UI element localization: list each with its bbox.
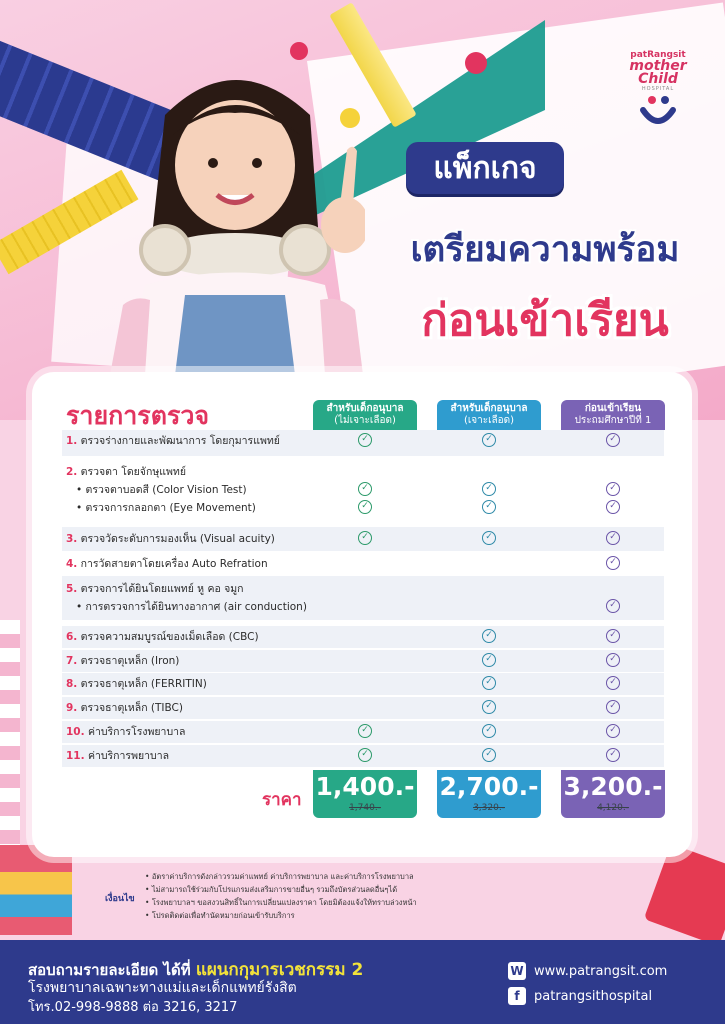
check-icon: ✓ <box>358 500 372 514</box>
footer-facebook[interactable] <box>508 987 652 1005</box>
check-icon: ✓ <box>606 500 620 514</box>
table-row <box>62 675 664 692</box>
footer-department: แผนกกุมารเวชกรรม 2 <box>195 960 364 980</box>
check-icon: ✓ <box>482 433 496 447</box>
check-icon: ✓ <box>606 433 620 447</box>
check-icon: ✓ <box>606 556 620 570</box>
check-icon: ✓ <box>358 482 372 496</box>
check-icon: ✓ <box>358 433 372 447</box>
row-label: ตรวจร่างกายและพัฒนาการ โดยกุมารแพทย์ <box>80 435 280 447</box>
child-photo <box>105 55 365 375</box>
footer-hospital-name: โรงพยาบาลเฉพาะทางแม่และเด็กแพทย์รังสิต <box>28 980 297 996</box>
row-label: ตรวจวัดระดับการมองเห็น (Visual acuity) <box>80 533 275 545</box>
row-label: • การตรวจการได้ยินทางอากาศ (air conduction) <box>76 601 307 613</box>
condition-item: • โปรดติดต่อเพื่อทำนัดหมายก่อนเข้ารับบริการ <box>145 909 417 922</box>
price-value: 2,700.- <box>439 772 539 801</box>
column-header-2 <box>437 400 541 430</box>
facebook-icon: f <box>508 987 526 1005</box>
logo-brand-sub: HOSPITAL <box>641 86 675 92</box>
check-icon: ✓ <box>606 482 620 496</box>
column-header-1 <box>313 400 417 430</box>
row-label: ตรวจธาตุเหล็ก (FERRITIN) <box>80 678 207 690</box>
check-icon: ✓ <box>482 748 496 762</box>
row-label: • ตรวจการกลอกตา (Eye Movement) <box>76 502 256 514</box>
facebook-link[interactable]: patrangsithospital <box>534 988 653 1004</box>
package-badge: แพ็กเกจ <box>406 142 564 194</box>
check-icon: ✓ <box>606 676 620 690</box>
row-number: 3. <box>66 533 78 545</box>
table-row <box>62 699 664 716</box>
table-row <box>62 652 664 669</box>
check-icon: ✓ <box>482 629 496 643</box>
conditions-list <box>145 870 417 922</box>
check-icon: ✓ <box>606 724 620 738</box>
column-header-label: สำหรับเด็กอนุบาล <box>326 403 404 414</box>
price-original: 4,120.- <box>597 803 629 813</box>
row-label: • ตรวจตาบอดสี (Color Vision Test) <box>76 484 247 496</box>
column-header-label: สำหรับเด็กอนุบาล <box>450 403 528 414</box>
table-row <box>62 628 664 645</box>
table-title: รายการตรวจ <box>66 401 210 430</box>
check-icon: ✓ <box>606 748 620 762</box>
row-number: 10. <box>66 726 85 738</box>
check-icon: ✓ <box>606 531 620 545</box>
row-label: ตรวจความสมบูรณ์ของเม็ดเลือด (CBC) <box>80 631 259 643</box>
price-original: 1,740.- <box>349 803 381 813</box>
check-icon: ✓ <box>482 531 496 545</box>
row-number: 1. <box>66 435 78 447</box>
check-icon: ✓ <box>482 653 496 667</box>
column-header-label: ก่อนเข้าเรียน <box>584 403 642 414</box>
check-icon: ✓ <box>606 599 620 613</box>
condition-item: • โรงพยาบาลฯ ขอสงวนสิทธิ์ในการเปลี่ยนแปลงราคา โดยมิต้องแจ้งให้ทราบล่วงหน้า <box>145 896 417 909</box>
column-header-sub: ประถมศึกษาปีที่ 1 <box>574 415 652 426</box>
check-icon: ✓ <box>606 700 620 714</box>
table-row <box>62 598 664 615</box>
row-label: ค่าบริการพยาบาล <box>87 750 170 762</box>
price-value: 1,400.- <box>315 772 415 801</box>
check-icon: ✓ <box>606 629 620 643</box>
row-number: 8. <box>66 678 78 690</box>
price-box-1 <box>313 770 417 818</box>
footer-phone: โทร.02-998-9888 ต่อ 3216, 3217 <box>28 1000 238 1015</box>
row-number: 7. <box>66 655 78 667</box>
condition-item: • อัตราค่าบริการดังกล่าวรวมค่าแพทย์ ค่าบริการพยาบาล และค่าบริการโรงพยาบาล <box>145 870 417 883</box>
condition-item: • ไม่สามารถใช้ร่วมกับโปรแกรมส่งเสริมการขายอื่นๆ รวมถึงบัตรส่วนลดอื่นๆได้ <box>145 883 417 896</box>
red-dot-decoration <box>465 52 487 74</box>
check-icon: ✓ <box>358 748 372 762</box>
check-icon: ✓ <box>482 482 496 496</box>
website-icon: W <box>508 962 526 980</box>
check-icon: ✓ <box>358 531 372 545</box>
headline-line2: ก่อนเข้าเรียน <box>421 295 669 346</box>
check-icon: ✓ <box>482 700 496 714</box>
logo-brand-main: mother Child <box>629 58 687 87</box>
row-number: 11. <box>66 750 85 762</box>
row-label: ตรวจการได้ยินโดยแพทย์ หู คอ จมูก <box>80 583 244 595</box>
check-icon: ✓ <box>358 724 372 738</box>
row-number: 2. <box>66 466 78 478</box>
check-icon: ✓ <box>482 500 496 514</box>
hospital-logo <box>608 50 708 136</box>
check-icon: ✓ <box>482 676 496 690</box>
books-decoration <box>0 845 72 935</box>
row-label: ตรวจตา โดยจักษุแพทย์ <box>80 466 187 478</box>
footer-website[interactable] <box>508 962 667 980</box>
footer-contact-prefix: สอบถามรายละเอียด ได้ที่ <box>28 961 196 979</box>
price-box-2 <box>437 770 541 818</box>
column-header-sub: (ไม่เจาะเลือด) <box>334 415 396 426</box>
column-header-sub: (เจาะเลือด) <box>463 415 515 426</box>
table-row <box>62 555 664 572</box>
row-label: ตรวจธาตุเหล็ก (TIBC) <box>80 702 183 714</box>
website-link[interactable]: www.patrangsit.com <box>534 963 668 979</box>
row-label: ค่าบริการโรงพยาบาล <box>87 726 186 738</box>
check-icon: ✓ <box>482 724 496 738</box>
table-row <box>62 463 664 480</box>
logo-brand-small: patRangsit <box>630 50 686 60</box>
row-number: 5. <box>66 583 78 595</box>
column-header-3 <box>561 400 665 430</box>
price-box-3 <box>561 770 665 818</box>
row-label: ตรวจธาตุเหล็ก (Iron) <box>80 655 180 667</box>
price-label: ราคา <box>262 790 302 810</box>
conditions-label: เงื่อนไข <box>105 894 135 904</box>
price-original: 3,320.- <box>473 803 505 813</box>
row-number: 9. <box>66 702 78 714</box>
row-label: การวัดสายตาโดยเครื่อง Auto Refration <box>80 558 268 570</box>
price-value: 3,200.- <box>563 772 663 801</box>
row-number: 4. <box>66 558 78 570</box>
row-number: 6. <box>66 631 78 643</box>
table-row <box>62 580 664 597</box>
smile-logo-icon <box>638 92 678 132</box>
headline-line1: เตรียมความพร้อม <box>410 230 680 270</box>
check-icon: ✓ <box>606 653 620 667</box>
